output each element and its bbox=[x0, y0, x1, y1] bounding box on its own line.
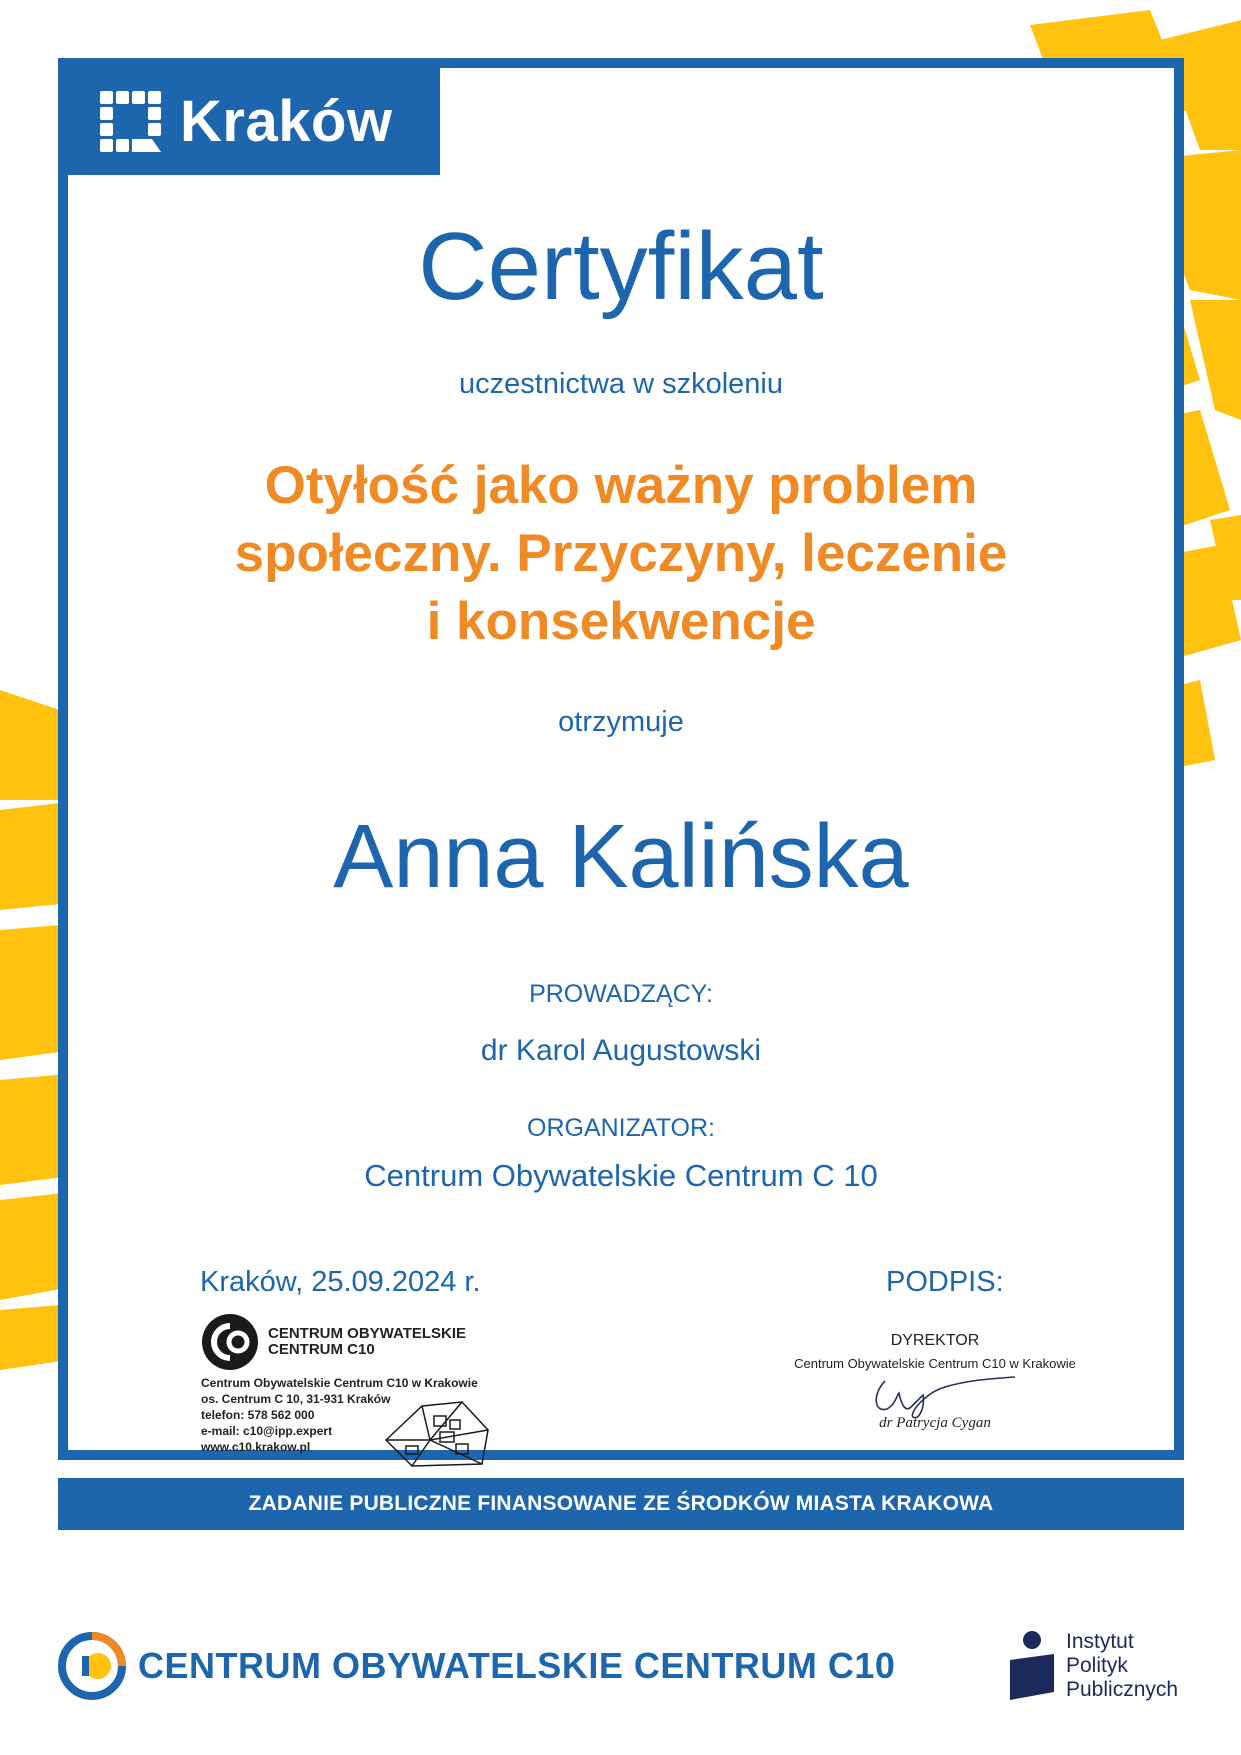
krakow-brand bbox=[68, 68, 440, 175]
c10-footer-name: CENTRUM OBYWATELSKIE CENTRUM C10 bbox=[138, 1645, 896, 1686]
c10-color-logo-icon bbox=[58, 1632, 126, 1700]
handwritten-signature bbox=[845, 1373, 1025, 1421]
signature-block bbox=[760, 1332, 1110, 1432]
recipient-name: Anna Kalińska bbox=[333, 807, 909, 907]
signature-role: DYREKTOR bbox=[890, 1332, 980, 1349]
certificate-title: Certyfikat bbox=[418, 213, 824, 320]
krakow-brand-text: Kraków bbox=[180, 89, 393, 154]
ipp-text-line: Publicznych bbox=[1066, 1678, 1179, 1701]
lead-name: dr Karol Augustowski bbox=[480, 1034, 762, 1067]
ipp-logo-icon bbox=[1008, 1630, 1056, 1702]
organizer-name: Centrum Obywatelskie Centrum C 10 bbox=[364, 1158, 878, 1193]
address-line: telefon: 578 562 000 bbox=[201, 1408, 315, 1422]
c10-small-title bbox=[268, 1326, 466, 1358]
signature-org: Centrum Obywatelskie Centrum C10 w Krakowie bbox=[794, 1356, 1076, 1371]
ipp-text bbox=[1066, 1630, 1178, 1702]
lead-label: PROWADZĄCY: bbox=[529, 980, 713, 1008]
krakow-logo-icon bbox=[100, 91, 162, 153]
ipp-text-line: Polityk bbox=[1066, 1654, 1128, 1677]
course-title-line: społeczny. Przyczyny, leczenie bbox=[234, 524, 1008, 583]
certificate-subtitle: uczestnictwa w szkoleniu bbox=[459, 368, 783, 400]
funding-note: ZADANIE PUBLICZNE FINANSOWANE ZE ŚRODKÓW MIASTA KRAKOWA bbox=[58, 1478, 1184, 1530]
course-title-line: i konsekwencje bbox=[426, 592, 816, 651]
address-line: os. Centrum C 10, 31-931 Kraków bbox=[201, 1392, 391, 1406]
ipp-logo bbox=[1008, 1630, 1178, 1702]
address-line: www.c10.krakow.pl bbox=[201, 1440, 311, 1454]
c10-small-logo bbox=[200, 1312, 466, 1372]
c10-logo-icon bbox=[200, 1312, 260, 1372]
organizer-label: ORGANIZATOR: bbox=[527, 1114, 715, 1142]
c10-small-title-line: CENTRUM C10 bbox=[268, 1341, 375, 1358]
c10-small-title-line: CENTRUM OBYWATELSKIE bbox=[268, 1325, 467, 1342]
address-line: e-mail: c10@ipp.expert bbox=[201, 1424, 333, 1438]
district-map-icon bbox=[382, 1400, 492, 1468]
course-title bbox=[68, 452, 1174, 656]
address-line: Centrum Obywatelskie Centrum C10 w Krakowie bbox=[201, 1376, 478, 1390]
c10-footer-logo bbox=[58, 1632, 895, 1700]
receives-label: otrzymuje bbox=[558, 706, 684, 738]
signature-name: dr Patrycja Cygan bbox=[879, 1415, 991, 1431]
course-title-line: Otyłość jako ważny problem bbox=[264, 456, 978, 515]
place-date: Kraków, 25.09.2024 r. bbox=[200, 1266, 481, 1298]
signature-label: PODPIS: bbox=[886, 1266, 1004, 1298]
ipp-text-line: Instytut bbox=[1066, 1630, 1134, 1653]
